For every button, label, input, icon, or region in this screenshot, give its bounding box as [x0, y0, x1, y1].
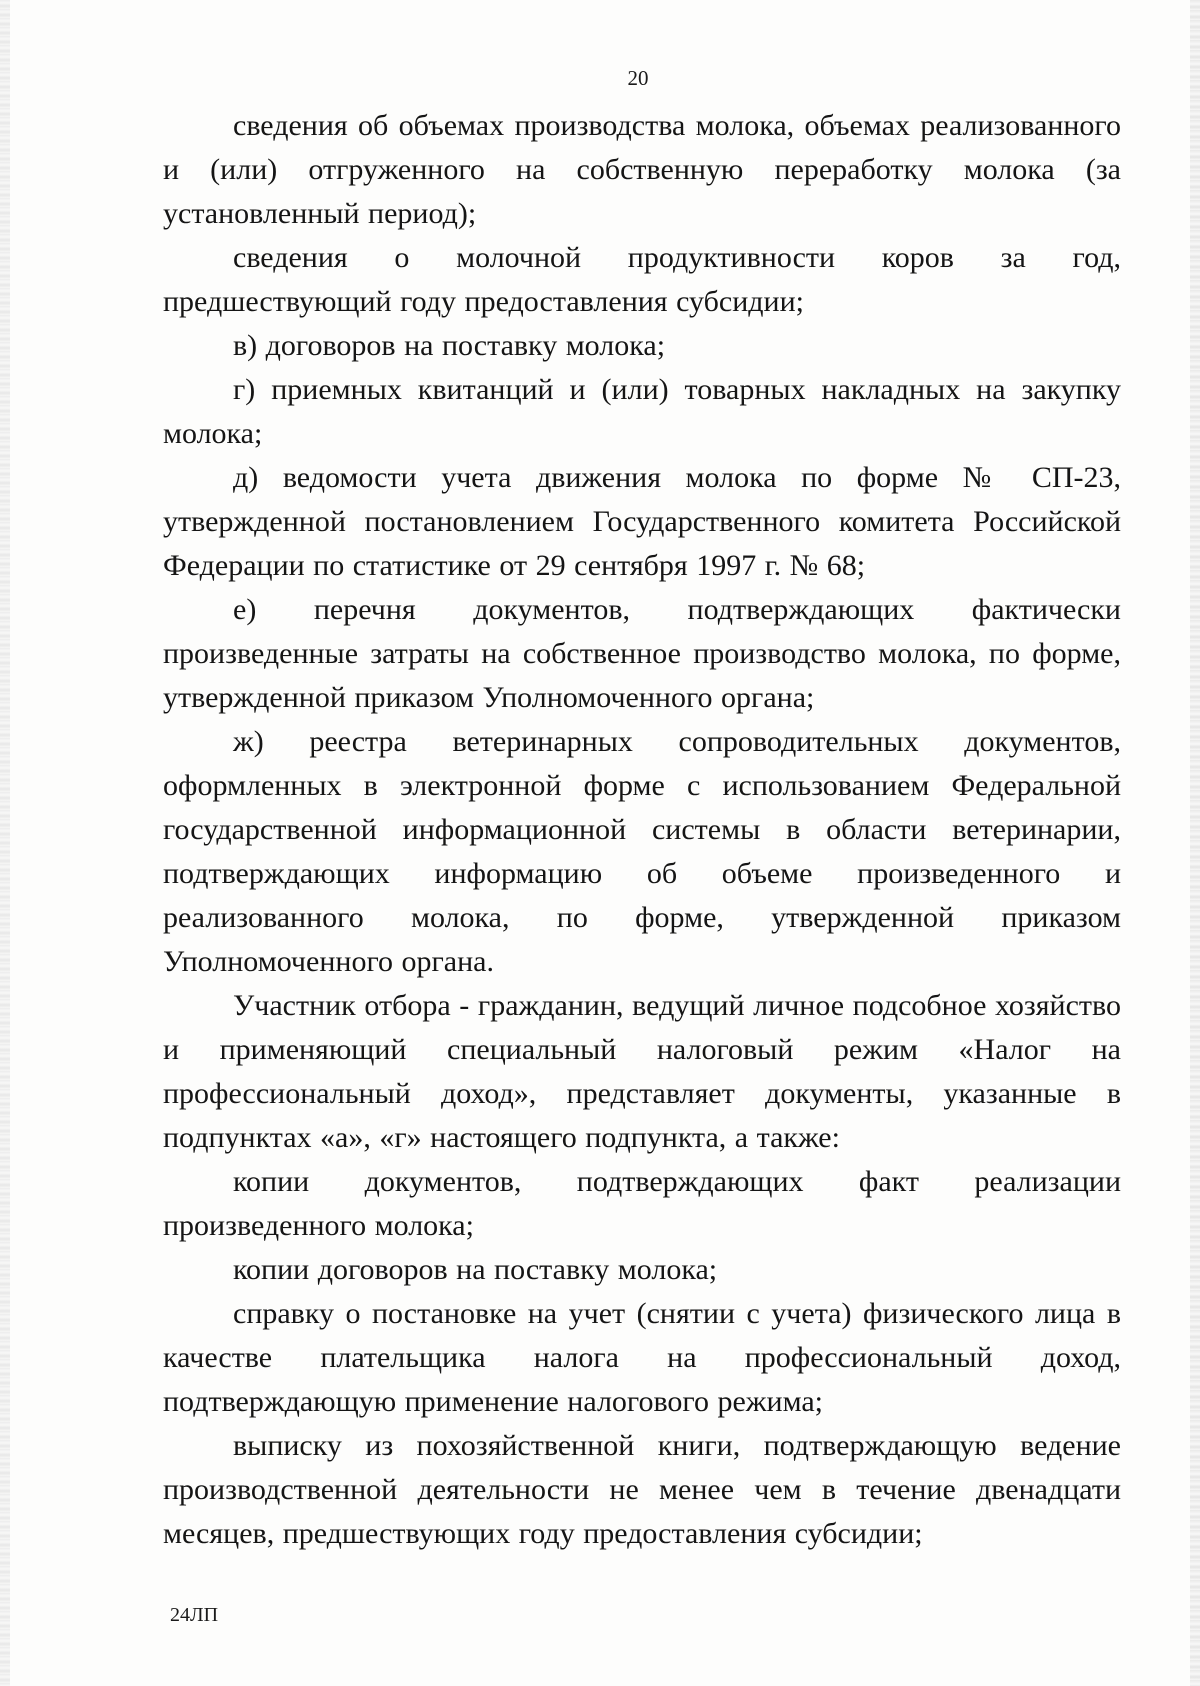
paragraph-item-v: в) договоров на поставку молока; — [233, 329, 666, 362]
paragraph-supply-contracts: копии договоров на поставку молока; — [233, 1253, 718, 1286]
footer-document-code: 24ЛП — [170, 1604, 219, 1626]
paragraph-sales-documents: копии документов, подтверждающих факт реализации произведенного молока; — [163, 1165, 1121, 1242]
page-number: 20 — [627, 66, 649, 90]
paragraph-production-volumes: сведения об объемах производства молока, объемах реализованного и (или) отгруженного на собственную переработку молока (за установленный период); — [163, 109, 1121, 230]
paragraph-item-zh: ж) реестра ветеринарных сопроводительных документов, оформленных в электронной форме с использованием Федеральной государственной информационной системы в области ветеринарии, подтверждающих информацию об объеме произведенного и реализованного молока, по форме, утвержденной приказом Уполномоченного органа. — [163, 725, 1121, 978]
document-body — [163, 104, 1121, 1556]
scan-edge-right — [1190, 0, 1200, 1686]
paragraph-item-e: е) перечня документов, подтверждающих фактически произведенные затраты на собственное производство молока, по форме, утвержденной приказом Уполномоченного органа; — [163, 593, 1121, 714]
paragraph-selection-participant: Участник отбора - гражданин, ведущий личное подсобное хозяйство и применяющий специальный налоговый режим «Налог на профессиональный доход», представляет документы, указанные в подпунктах «а», «г» настоящего подпункта, а также: — [163, 989, 1121, 1154]
paragraph-item-d: д) ведомости учета движения молока по форме № СП-23, утвержденной постановлением Государственного комитета Российской Федерации по статистике от 29 сентября 1997 г. № 68; — [163, 461, 1121, 582]
paragraph-milk-productivity: сведения о молочной продуктивности коров за год, предшествующий году предоставления субсидии; — [163, 241, 1121, 318]
paragraph-item-g: г) приемных квитанций и (или) товарных накладных на закупку молока; — [163, 373, 1121, 450]
scan-edge-left — [0, 0, 10, 1686]
paragraph-household-book: выписку из похозяйственной книги, подтверждающую ведение производственной деятельности не менее чем в течение двенадцати месяцев, предшествующих году предоставления субсидии; — [163, 1429, 1121, 1550]
paragraph-tax-registration: справку о постановке на учет (снятии с учета) физического лица в качестве плательщика налога на профессиональный доход, подтверждающую применение налогового режима; — [163, 1297, 1121, 1418]
